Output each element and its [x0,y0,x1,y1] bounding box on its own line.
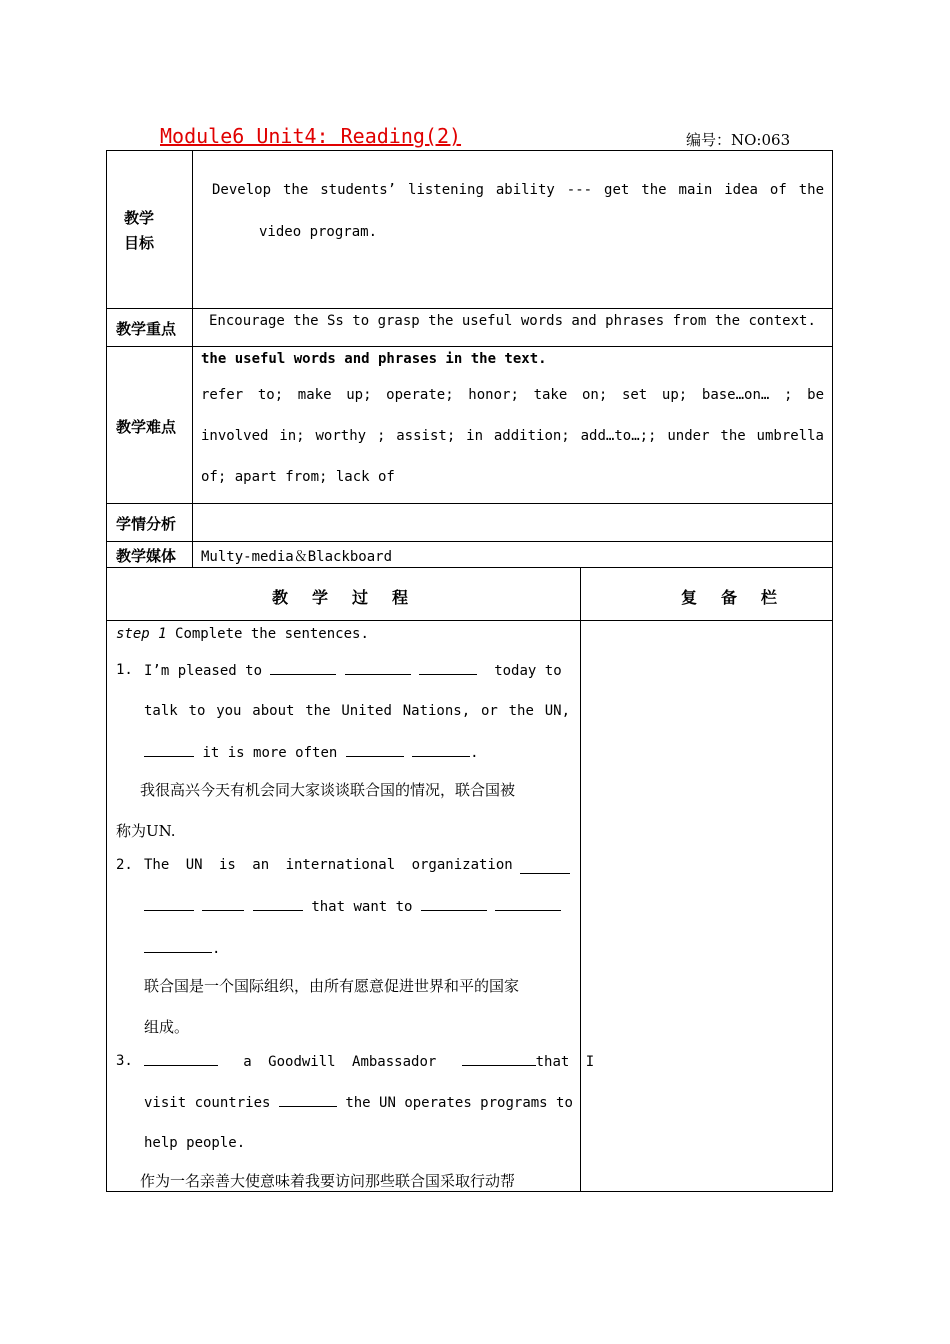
answer-blank [520,861,570,874]
row-divider [106,308,833,309]
document-number: 编号：NO:063 [686,131,791,149]
row-divider [106,503,833,504]
key-points-text: Encourage the Ss to grasp the useful words and phrases from the context. [209,313,816,329]
question-3-line1 [144,1053,594,1070]
question-2-text-a: The UN is an international organization [144,857,513,873]
question-3-text-d: the UN operates programs to [345,1095,573,1111]
question-2-line3: . [144,940,220,957]
label-column-divider [192,150,193,567]
question-2-translation-line1: 联合国是一个国际组织，由所有愿意促进世界和平的国家 [144,977,520,995]
question-1-text-a: I’m pleased to [144,663,263,679]
answer-blank [412,744,470,757]
difficulties-line3: of; apart from; lack of [201,469,395,485]
answer-blank [144,940,212,953]
answer-blank [253,898,303,911]
question-1-translation-line2: 称为UN. [116,822,176,840]
difficulties-line2: involved in; worthy ; assist; in addition; add…to…;; under the umbrella [201,428,824,444]
row-divider [106,567,833,568]
step-title: Complete the sentences. [175,626,369,642]
media-text: Multy-media＆Blackboard [201,549,393,565]
question-3-text-b: that I [535,1054,595,1070]
question-1-text-b: today to [494,663,562,679]
question-1-line2: talk to you about the United Nations, or the UN, [144,703,570,719]
row-divider [106,346,833,347]
question-2-line2 [144,898,561,915]
question-3-text-c: visit countries [144,1095,271,1111]
difficulties-heading: the useful words and phrases in the text. [201,351,547,367]
difficulties-line1: refer to; make up; operate; honor; take on; set up; base…on… ; be [201,387,824,403]
objective-label-line2: 目标 [124,234,155,252]
media-label: 教学媒体 [116,547,177,565]
question-3-line2 [144,1094,573,1111]
question-2-line1 [144,857,570,873]
question-3-translation-line1: 作为一名亲善大使意味着我要访问那些联合国采取行动帮 [140,1172,516,1190]
question-2-number: 2. [116,857,133,873]
question-1-text-c: it is more often [202,745,338,761]
answer-blank [270,662,336,675]
answer-blank [419,662,477,675]
question-1-translation-line1: 我很高兴今天有机会同大家谈谈联合国的情况，联合国被 [140,781,516,799]
analysis-label: 学情分析 [116,515,177,533]
question-3-number: 3. [116,1053,133,1069]
difficulties-label: 教学难点 [116,418,177,436]
answer-blank [144,898,194,911]
review-column-header: 复备栏 [681,588,802,607]
process-header: 教学过程 [272,588,433,607]
answer-blank [346,744,404,757]
step-label: step 1 [116,626,167,642]
question-1-line3: it is more often . [144,744,479,761]
question-3-text-a: a Goodwill Ambassador [243,1054,437,1070]
key-points-label: 教学重点 [116,320,177,338]
question-1-line1 [144,662,562,679]
answer-blank [421,898,487,911]
question-3-line3: help people. [144,1135,246,1151]
answer-blank [202,898,244,911]
answer-blank [144,1053,218,1066]
answer-blank [279,1094,337,1107]
objective-text-line1: Develop the students’ listening ability --- get the main idea of the [212,182,824,198]
process-column-divider [580,567,581,1192]
question-2-translation-line2: 组成。 [144,1018,190,1036]
row-divider [106,541,833,542]
step-heading [116,626,369,642]
page-title: Module6 Unit4: Reading(2) [160,124,462,148]
answer-blank [345,662,411,675]
answer-blank [495,898,561,911]
answer-blank [462,1053,536,1066]
question-2-text-b: that want to [311,899,413,915]
answer-blank [144,744,194,757]
objective-text-line2: video program. [259,224,378,240]
row-divider [106,620,833,621]
question-1-number: 1. [116,662,133,678]
objective-label-line1: 教学 [124,209,155,227]
